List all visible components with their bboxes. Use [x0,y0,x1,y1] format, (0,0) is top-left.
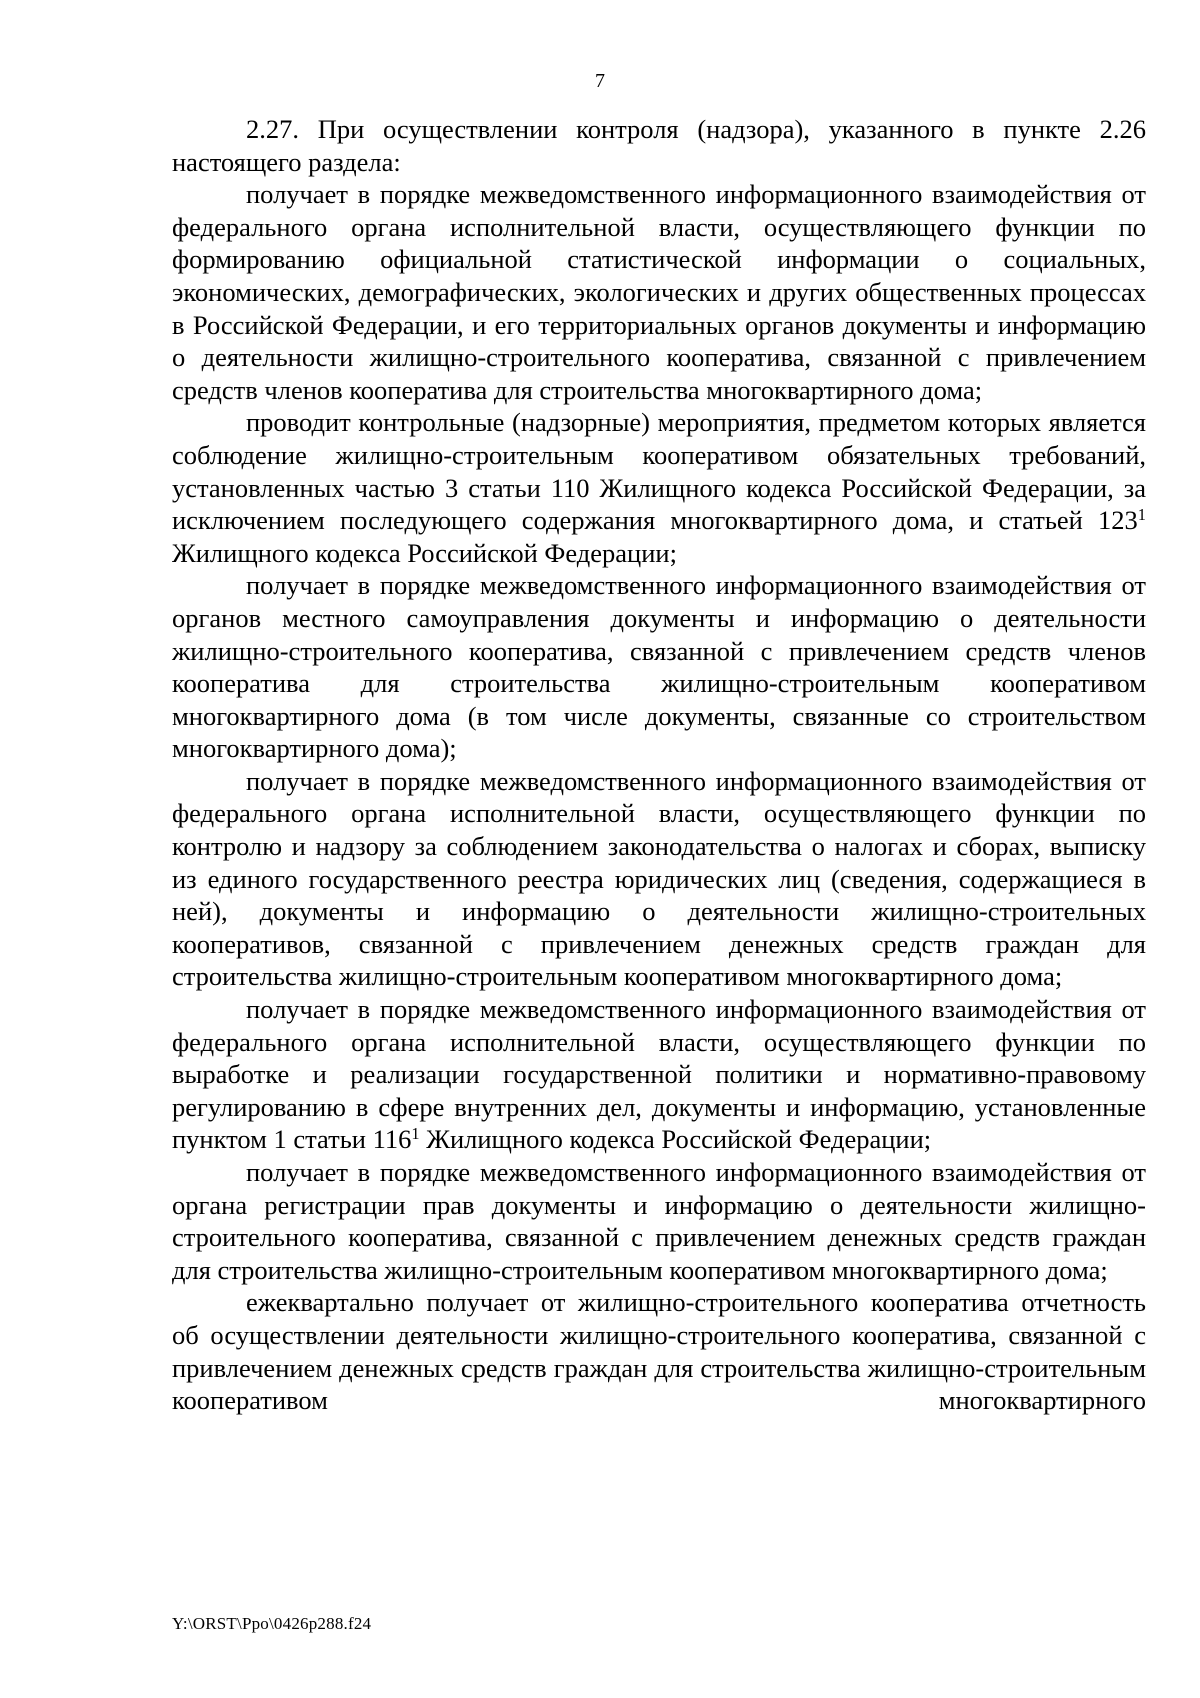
document-body [172,113,1146,1417]
paragraph-text-part: получает в порядке межведомственного информационного взаимодействия от федерального органа исполнительной власти, осуществляющего функции по выработке и реализации государственной политики и нормативно-правовому регулированию в сфере внутренних дел, документы и информацию, установленные пунктом 1 статьи 116 [172,994,1146,1155]
paragraph-tax-authority-info: получает в порядке межведомственного информационного взаимодействия от федерального органа исполнительной власти, осуществляющего функции по контролю и надзору за соблюдением законодательства о налогах и сборах, выписку из единого государственного реестра юридических лиц (сведения, содержащиеся в ней), документы и информацию о деятельности жилищно-строительных кооперативов, связанной с привлечением денежных средств граждан для строительства жилищно-строительным кооперативом многоквартирного дома; [172,765,1146,992]
paragraph-text-part: Жилищного кодекса Российской Федерации; [419,1124,932,1155]
paragraph-quarterly-report: ежеквартально получает от жилищно-строительного кооператива отчетность об осуществлении деятельности жилищно-строительного кооператива, связанной с привлечением денежных средств граждан для строительства жилищно-строительным кооперативом многоквартирного [172,1287,1146,1416]
paragraph-text-part: проводит контрольные (надзорные) мероприятия, предметом которых является соблюдение жилищно-строительным кооперативом обязательных требований, установленных частью 3 статьи 110 Жилищного кодекса Российской Федерации, за исключением последующего содержания многоквартирного дома, и статьей 123 [172,407,1146,536]
file-path-footer: Y:\ORST\Ppo\0426p288.f24 [172,1614,372,1633]
paragraph-text-part: Жилищного кодекса Российской Федерации; [172,537,677,568]
superscript: 1 [411,1124,420,1144]
paragraph-2-27-intro: 2.27. При осуществлении контроля (надзора), указанного в пункте 2.26 настоящего раздела: [172,114,1146,177]
page-number: 7 [595,70,605,92]
paragraph-internal-affairs-info [172,993,1146,1156]
paragraph-statistics-info: получает в порядке межведомственного информационного взаимодействия от федерального органа исполнительной власти, осуществляющего функции по формированию официальной статистической информации о социальных, экономических, демографических, экологических и других общественных процессах в Российской Федерации, и его территориальных органов документы и информацию о деятельности жилищно-строительного кооператива, связанной с привлечением средств членов кооператива для строительства многоквартирного дома; [172,179,1146,405]
superscript: 1 [1137,505,1146,525]
paragraph-local-government-info: получает в порядке межведомственного информационного взаимодействия от органов местного самоуправления документы и информацию о деятельности жилищно-строительного кооператива, связанной с привлечением средств членов кооператива для строительства жилищно-строительным кооперативом многоквартирного дома (в том числе документы, связанные со строительством многоквартирного дома); [172,570,1146,764]
paragraph-registration-authority-info: получает в порядке межведомственного информационного взаимодействия от органа регистрации прав документы и информацию о деятельности жилищно-строительного кооператива, связанной с привлечением денежных средств граждан для строительства жилищно-строительным кооперативом многоквартирного дома; [172,1157,1146,1285]
paragraph-control-measures [172,406,1146,569]
